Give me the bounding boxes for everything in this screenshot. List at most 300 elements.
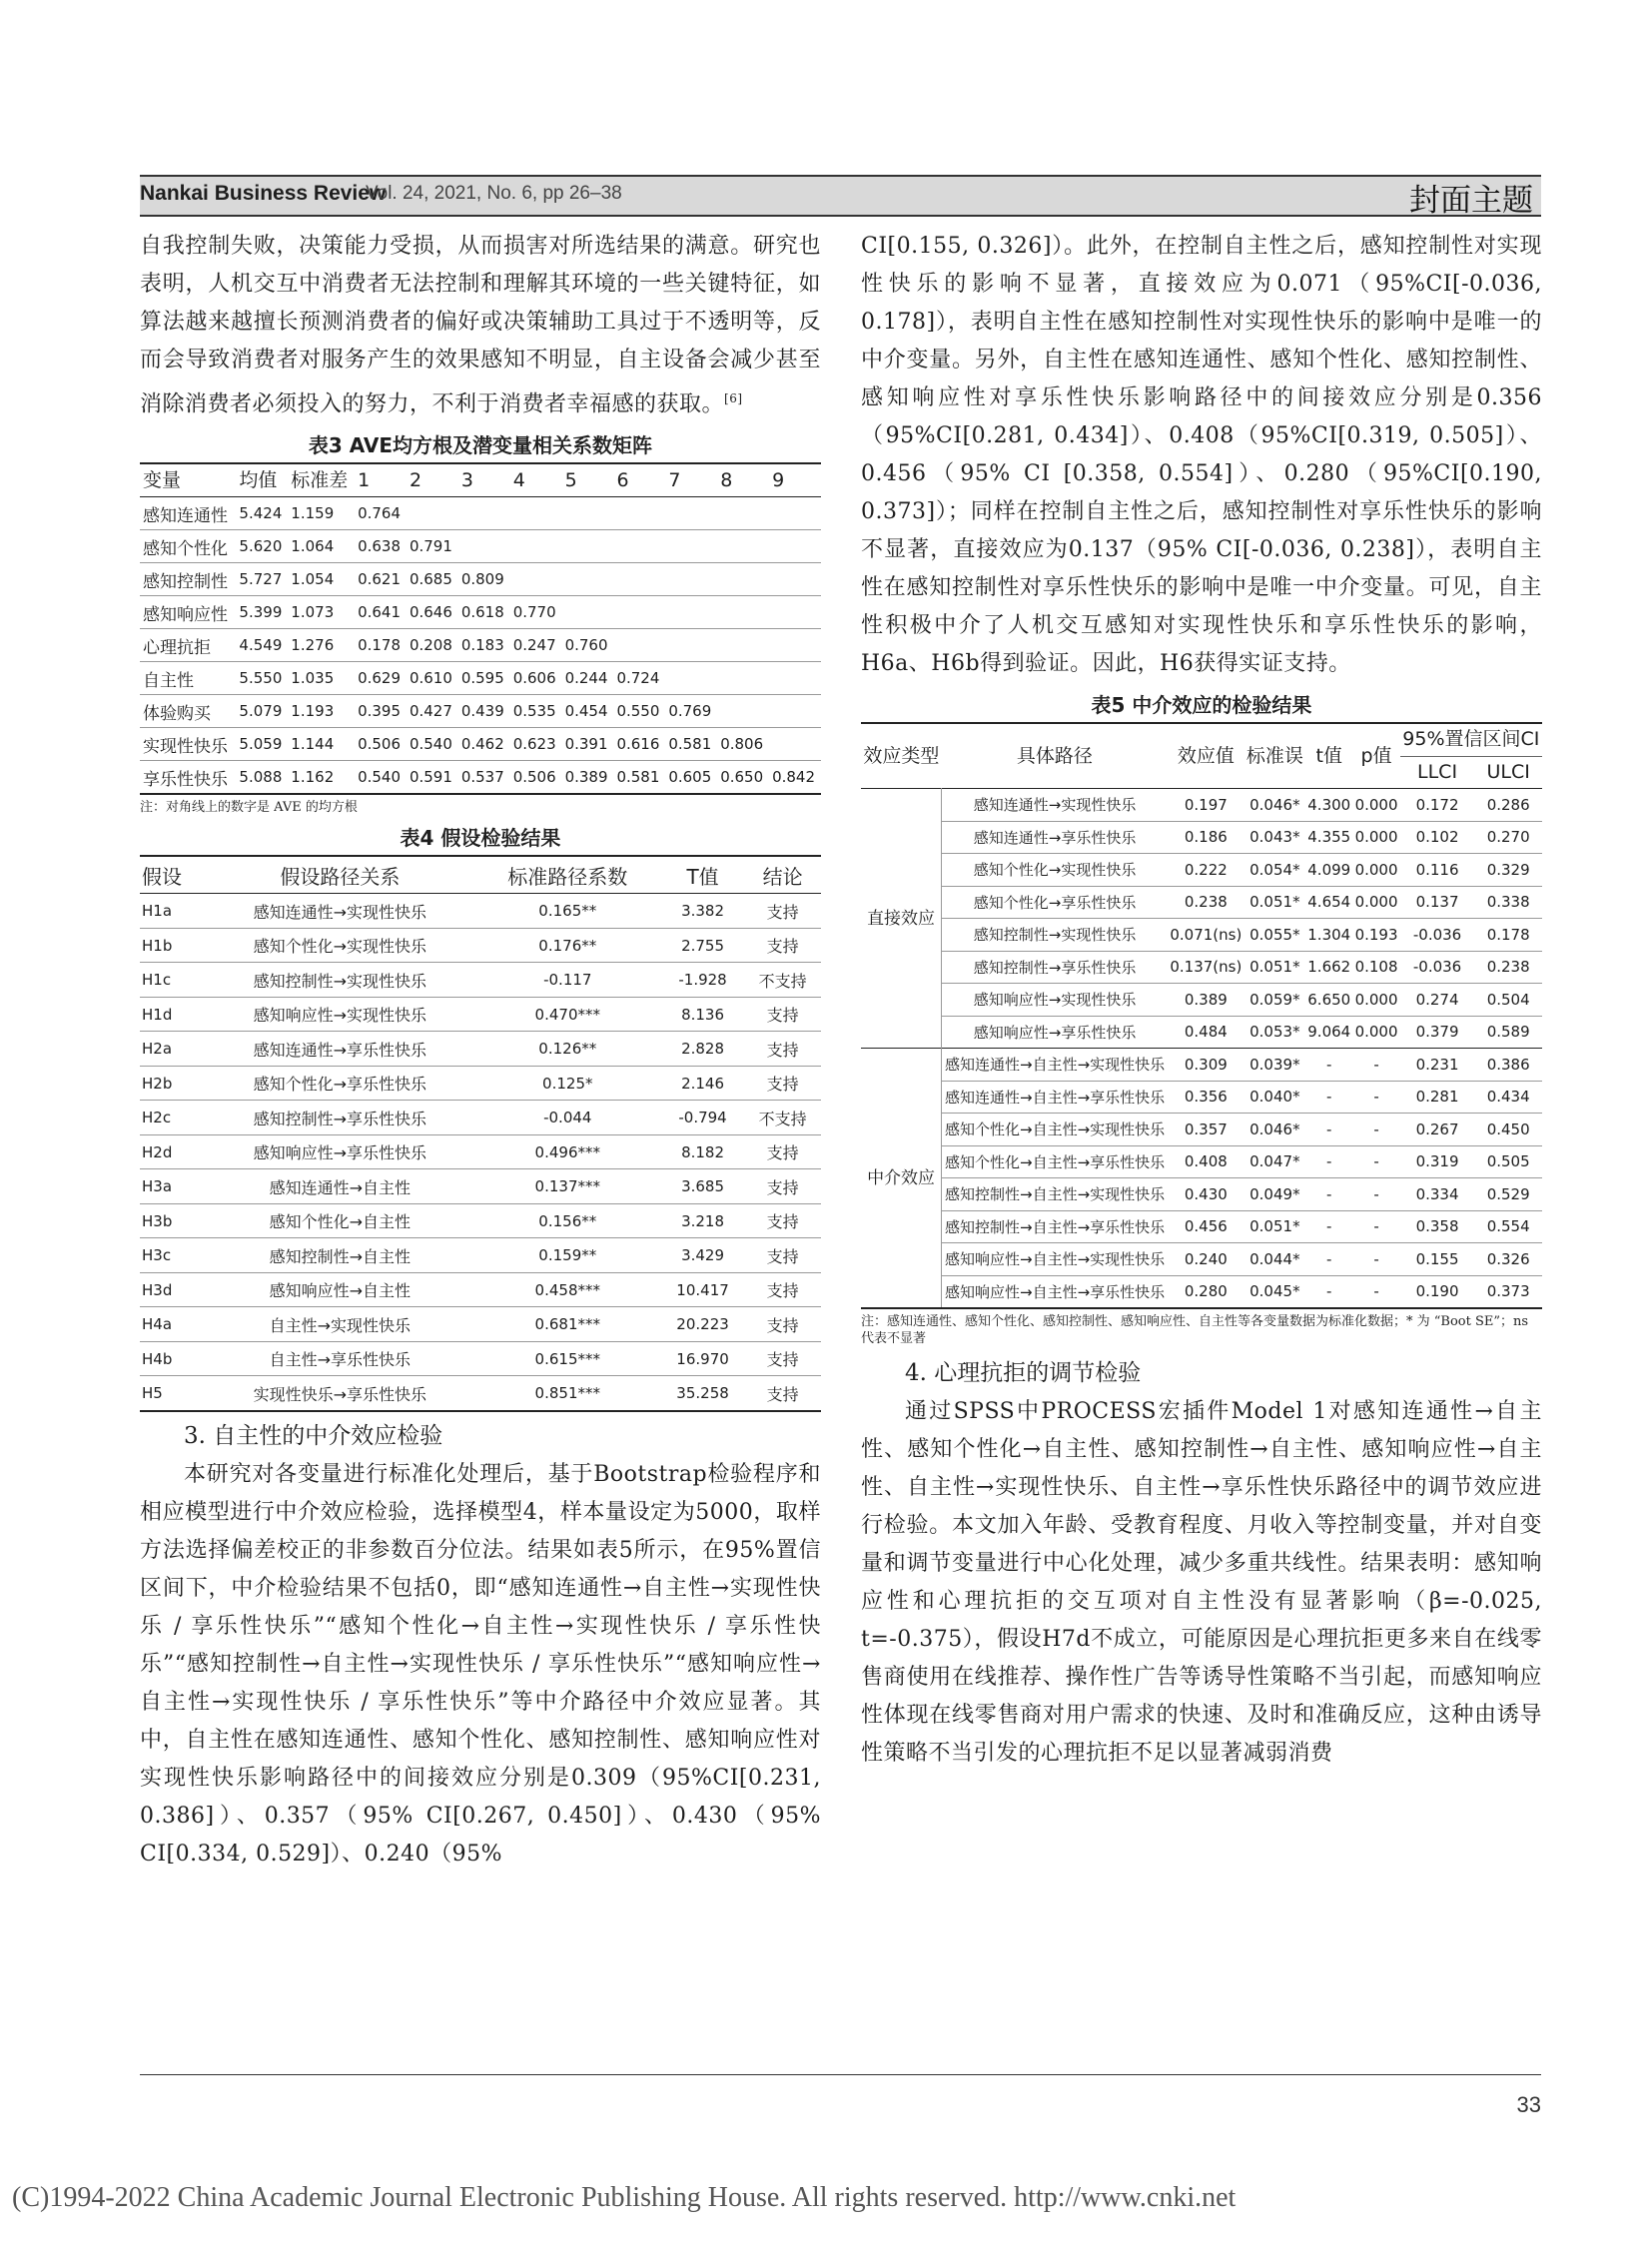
issue-info: Vol. 24, 2021, No. 6, pp 26–38	[366, 183, 622, 204]
table4-cell: 支持	[766, 1281, 799, 1301]
table-row	[140, 629, 821, 662]
table3-header-cell: 5	[564, 468, 577, 491]
table5-cell: 0.055*	[1249, 925, 1300, 944]
table5-cell: 0.044*	[1249, 1249, 1300, 1268]
table3-cell	[717, 695, 769, 728]
table5-cell: 0.043*	[1249, 828, 1300, 847]
table5-cell: 0.238	[1486, 958, 1530, 977]
table3-cell: 0.535	[512, 702, 556, 721]
table5-cell: 0.197	[1184, 795, 1228, 814]
intro-paragraph: 自我控制失败，决策能力受损，从而损害对所选结果的满意。研究也表明，人机交互中消费者无法控制和理解其环境的一些关键特征，如算法越来越擅长预测消费者的偏好或决策辅助工具过于不透明等，反而会导致消费者对服务产生的效果感知不明显，自主设备会减少甚至消除消费者必须投入的努力，不利于消费者幸福感的获取。[6]	[140, 234, 821, 417]
table3-cell: 5.399	[239, 603, 283, 622]
table4-cell: 8.136	[681, 1005, 725, 1024]
table3-cell: 0.389	[564, 768, 608, 787]
table-row	[861, 951, 1542, 984]
t5-header-t: t值	[1315, 744, 1342, 767]
table3-cell: 0.591	[409, 768, 452, 787]
table3-cell	[510, 497, 562, 530]
table3-cell: 感知控制性	[143, 571, 228, 592]
table5-cell: 0.000	[1354, 1023, 1398, 1042]
table3-cell	[769, 563, 821, 596]
table3-cell	[769, 695, 821, 728]
table5-cell: 0.000	[1354, 860, 1398, 879]
table3-cell: 0.791	[409, 537, 452, 556]
table3-cell: 1.064	[291, 537, 335, 556]
table3-cell: 5.620	[239, 537, 283, 556]
section3-body: 本研究对各变量进行标准化处理后，基于Bootstrap检验程序和相应模型进行中介效应检验，选择模型4，样本量设定为5000，取样方法选择偏差校正的非参数百分位法。结果如表5所示，在95%置信区间下，中介检验结果不包括0，即“感知连通性→自主性→实现性快乐 / 享乐性快乐”“感知个性化→自主性→实现性快乐 / 享乐性快乐”“感知控制性→自主性→实现性快乐 / 享乐性快乐”“感知响应性→自主性→实现性快乐 / 享乐性快乐”等中介路径中介效应显著。其中，自主性在感知连通性、感知个性化、感知控制性、感知响应性对实现性快乐影响路径中的间接效应分别是0.309（95%CI[0.231, 0.386]）、0.357（95% CI[0.267, 0.450]）、0.430（95% CI[0.334, 0.529]）、0.240（95%	[140, 1461, 821, 1867]
section3-heading: 3. 自主性的中介效应检验	[184, 1422, 443, 1449]
table4-cell: -1.928	[678, 971, 727, 990]
table5-cell: 0.267	[1415, 1120, 1459, 1138]
left-column	[140, 228, 821, 1873]
table5-cell: 感知控制性→享乐性快乐	[973, 958, 1137, 977]
table5-cell: 0.045*	[1249, 1282, 1300, 1301]
table5-cell: 0.529	[1486, 1184, 1530, 1203]
t5-header-effect: 效应值	[1177, 744, 1235, 767]
table5-cell: 感知连通性→自主性→实现性快乐	[945, 1056, 1166, 1075]
table4-cell: 支持	[766, 937, 799, 957]
table3	[140, 462, 821, 795]
table4-cell: 支持	[766, 1212, 799, 1232]
table3-cell: 0.685	[409, 570, 452, 589]
table3-cell: 0.581	[616, 768, 660, 787]
table3-cell	[458, 497, 510, 530]
table3-cell	[665, 530, 717, 563]
table3-cell: 0.178	[358, 636, 402, 655]
table5-cell: 感知响应性→实现性快乐	[973, 991, 1137, 1010]
table3-cell: 0.650	[720, 768, 764, 787]
table5-cell: 0.047*	[1249, 1152, 1300, 1171]
table4-cell: 感知响应性→实现性快乐	[253, 1006, 427, 1026]
table5-cell: -	[1326, 1055, 1332, 1074]
table-row	[140, 894, 821, 929]
table4-cell: 支持	[766, 1075, 799, 1095]
table3-cell: 1.073	[291, 603, 335, 622]
t5-header-ci: 95%置信区间CI	[1400, 723, 1542, 756]
table3-cell: 1.054	[291, 570, 335, 589]
table5-cell: 0.040*	[1249, 1088, 1300, 1107]
effect-type-cell: 中介效应	[861, 1049, 942, 1309]
table4-cell: 3.218	[681, 1211, 725, 1230]
table5-cell: 0.338	[1486, 893, 1530, 912]
table4-header-row	[140, 856, 821, 894]
table4-cell: -0.044	[543, 1109, 592, 1127]
table4-cell: 0.496***	[534, 1142, 600, 1161]
table4-cell: 感知连通性→享乐性快乐	[253, 1040, 427, 1060]
table4-cell: 10.417	[676, 1280, 729, 1299]
table4-cell: 0.159**	[538, 1246, 597, 1265]
table3-note: 注：对角线上的数字是 AVE 的均方根	[140, 800, 358, 816]
table4-header-cell: 假设	[142, 864, 182, 889]
table4-title: 表4 假设检验结果	[400, 826, 561, 851]
table3-cell: 0.641	[358, 603, 402, 622]
table5-cell: 0.484	[1184, 1023, 1228, 1042]
table-row	[861, 1114, 1542, 1146]
table-row	[861, 1210, 1542, 1243]
table3-header-cell: 8	[720, 468, 733, 491]
section-title: 封面主题	[1409, 183, 1533, 219]
table3-cell	[613, 596, 665, 629]
table-row	[140, 1203, 821, 1238]
table5-cell: 0.329	[1486, 860, 1530, 879]
table3-cell: 0.629	[358, 669, 402, 688]
table5-cell: 感知响应性→自主性→实现性快乐	[945, 1250, 1166, 1269]
table3-header-cell: 标准差	[291, 468, 349, 491]
table5-cell: -0.036	[1412, 925, 1462, 944]
table3-cell	[613, 629, 665, 662]
table5-cell: -	[1373, 1152, 1379, 1171]
table5-cell: -	[1373, 1184, 1379, 1203]
table3-cell: 0.623	[512, 735, 556, 754]
table-row	[140, 728, 821, 761]
table3-cell: 感知连通性	[143, 505, 228, 526]
table5-cell: 0.193	[1354, 925, 1398, 944]
table3-cell: 0.439	[460, 702, 504, 721]
table3-cell: 4.549	[239, 636, 283, 655]
table-row	[861, 1145, 1542, 1178]
table5-cell: 0.137	[1415, 893, 1459, 912]
citation-ref[interactable]: [6]	[724, 391, 743, 405]
page-number: 33	[1516, 2092, 1541, 2117]
table3-cell	[717, 662, 769, 695]
table4-cell: H3b	[142, 1211, 173, 1230]
table4-cell: 支持	[766, 1350, 799, 1370]
table5-cell: 0.190	[1415, 1282, 1459, 1301]
table3-cell: 0.764	[358, 504, 402, 523]
table-row	[140, 1307, 821, 1342]
table3-cell: 0.610	[409, 669, 452, 688]
table5-cell: -	[1326, 1120, 1332, 1138]
table5-cell: 0.309	[1184, 1055, 1228, 1074]
table3-cell	[769, 530, 821, 563]
t5-header-path: 具体路径	[1016, 744, 1093, 767]
table5-cell: 4.099	[1307, 860, 1351, 879]
table-row	[140, 1272, 821, 1307]
table-row	[861, 821, 1542, 854]
table3-cell: 0.540	[358, 768, 402, 787]
table5-cell: 0.137(ns)	[1170, 958, 1242, 977]
table4-cell: 支持	[766, 1384, 799, 1404]
table5-cell: 0.505	[1486, 1152, 1530, 1171]
table3-cell: 0.506	[358, 735, 402, 754]
table4-cell: 不支持	[758, 971, 807, 991]
table-row	[140, 1169, 821, 1204]
table5-cell: 感知响应性→享乐性快乐	[973, 1023, 1137, 1042]
table4-cell: 感知控制性→享乐性快乐	[253, 1109, 427, 1128]
table4-cell: 感知个性化→享乐性快乐	[253, 1075, 427, 1095]
table3-cell: 0.646	[409, 603, 452, 622]
table-row	[140, 497, 821, 530]
table5-cell: 0.408	[1184, 1152, 1228, 1171]
table-row	[861, 1275, 1542, 1308]
table5-cell: -	[1326, 1088, 1332, 1107]
table-row	[140, 963, 821, 998]
table4-cell: 感知控制性→自主性	[269, 1246, 412, 1266]
table-row	[140, 530, 821, 563]
table-row	[140, 928, 821, 963]
section4-body: 通过SPSS中PROCESS宏插件Model 1对感知连通性→自主性、感知个性化→自主性、感知控制性→自主性、感知响应性→自主性、自主性→实现性快乐、自主性→享乐性快乐路径中的调节效应进行检验。本文加入年龄、受教育程度、月收入等控制变量，并对自变量和调节变量进行中心化处理，减少多重共线性。结果表明：感知响应性和心理抗拒的交互项对自主性没有显著影响（β=-0.025, t=-0.375），假设H7d不成立，可能原因是心理抗拒更多来自在线零售商使用在线推荐、操作性广告等诱导性策略不当引起，而感知响应性体现在线零售商对用户需求的快速、及时和准确反应，这种由诱导性策略不当引发的心理抗拒不足以显著减弱消费	[861, 1399, 1542, 1766]
section4-heading: 4. 心理抗拒的调节检验	[905, 1360, 1142, 1386]
table5-cell: 0.155	[1415, 1249, 1459, 1268]
table3-cell: 0.842	[772, 768, 816, 787]
table5-cell: -	[1326, 1152, 1332, 1171]
table5-cell: 0.102	[1415, 828, 1459, 847]
table-row	[861, 1081, 1542, 1114]
table5-cell: 0.389	[1184, 990, 1228, 1009]
table3-cell: 0.550	[616, 702, 660, 721]
table3-header-cell: 均值	[239, 468, 278, 491]
table3-cell: 0.606	[512, 669, 556, 688]
table-row	[861, 886, 1542, 919]
table4-cell: 支持	[766, 1040, 799, 1060]
table5-title: 表5 中介效应的检验结果	[1091, 693, 1312, 717]
table3-cell: 0.247	[512, 636, 556, 655]
table3-cell: 5.550	[239, 669, 283, 688]
table5-cell: 0.172	[1415, 795, 1459, 814]
table5-cell: -	[1373, 1217, 1379, 1236]
table3-cell: 0.760	[564, 636, 608, 655]
table5-cell: 0.051*	[1249, 958, 1300, 977]
table3-cell: 1.276	[291, 636, 335, 655]
table5-cell: -	[1373, 1282, 1379, 1301]
table3-cell	[769, 662, 821, 695]
table4-cell: H2a	[142, 1040, 173, 1059]
table4-header-cell: T值	[686, 864, 719, 889]
table-row	[140, 997, 821, 1032]
table3-cell	[562, 497, 614, 530]
table3-cell	[407, 497, 458, 530]
table5-cell: -	[1373, 1249, 1379, 1268]
table5-cell: 0.178	[1486, 925, 1530, 944]
table5-cell: 0.274	[1415, 990, 1459, 1009]
table5-cell: 0.386	[1486, 1055, 1530, 1074]
table5-cell: 0.000	[1354, 828, 1398, 847]
table5-cell: 0.379	[1415, 1023, 1459, 1042]
table5-cell: 9.064	[1307, 1023, 1351, 1042]
table4-cell: 16.970	[676, 1349, 729, 1368]
table5-cell: 0.108	[1354, 958, 1398, 977]
table5-cell: -	[1326, 1249, 1332, 1268]
table3-cell	[665, 629, 717, 662]
table-row	[861, 1049, 1542, 1082]
table3-cell: 感知个性化	[143, 538, 228, 559]
table-row	[140, 1032, 821, 1067]
table3-cell	[665, 497, 717, 530]
table3-cell	[717, 530, 769, 563]
table5-cell: 0.280	[1184, 1282, 1228, 1301]
table5-cell: 感知连通性→享乐性快乐	[973, 828, 1137, 847]
table4-cell: 感知响应性→自主性	[269, 1281, 412, 1301]
table4-cell: 支持	[766, 902, 799, 922]
table4-cell: H5	[142, 1384, 163, 1403]
table-row	[861, 984, 1542, 1017]
table5-cell: 0.053*	[1249, 1023, 1300, 1042]
t5-header-p: p值	[1360, 744, 1392, 767]
table3-cell: 5.079	[239, 702, 283, 721]
t5-header-se: 标准误	[1245, 744, 1303, 767]
table3-header-cell: 6	[616, 468, 629, 491]
table3-title: 表3 AVE均方根及潜变量相关系数矩阵	[308, 433, 653, 458]
table3-cell	[665, 662, 717, 695]
table-row	[861, 1016, 1542, 1049]
table5-cell: 0.326	[1486, 1249, 1530, 1268]
table3-cell	[717, 629, 769, 662]
table3-cell: 5.059	[239, 735, 283, 754]
table-row	[140, 1238, 821, 1273]
table4-cell: 感知控制性→实现性快乐	[253, 971, 427, 991]
table5-cell: -	[1373, 1088, 1379, 1107]
table3-cell: 心理抗拒	[143, 637, 211, 658]
table4-cell: 0.125*	[542, 1074, 593, 1093]
table4-cell: 感知响应性→享乐性快乐	[253, 1143, 427, 1163]
table4-cell: 3.382	[681, 902, 725, 921]
table4-cell: 0.156**	[538, 1211, 597, 1230]
table4-cell: H3c	[142, 1246, 172, 1265]
table5-cell: 0.222	[1184, 860, 1228, 879]
table4	[140, 855, 821, 1412]
table4-cell: H1a	[142, 902, 173, 921]
table3-cell: 1.162	[291, 768, 335, 787]
table3-cell	[613, 563, 665, 596]
table5-cell: 6.650	[1307, 990, 1351, 1009]
table-row	[861, 1243, 1542, 1276]
table4-cell: H4a	[142, 1315, 173, 1334]
table5-cell: 0.334	[1415, 1184, 1459, 1203]
table4-cell: 0.458***	[534, 1280, 600, 1299]
table5-cell: 0.051*	[1249, 1217, 1300, 1236]
table4-cell: 实现性快乐→享乐性快乐	[253, 1384, 427, 1404]
table3-cell: 0.395	[358, 702, 402, 721]
table5-cell: 感知响应性→自主性→享乐性快乐	[945, 1282, 1166, 1301]
table4-cell: 感知个性化→自主性	[269, 1212, 412, 1232]
table5-cell: 0.186	[1184, 828, 1228, 847]
table4-cell: 感知连通性→实现性快乐	[253, 902, 427, 922]
table5-cell: 4.300	[1307, 795, 1351, 814]
table5-note: 注：感知连通性、感知个性化、感知控制性、感知响应性、自主性等各变量数据为标准化数据；* 为 “Boot SE”；ns 代表不显著	[861, 1314, 1529, 1346]
table-row	[140, 1376, 821, 1411]
table-row	[861, 854, 1542, 887]
table5-cell: 0.430	[1184, 1184, 1228, 1203]
table5-cell: 感知连通性→实现性快乐	[973, 796, 1137, 815]
table3-cell: 0.724	[616, 669, 660, 688]
table5-cell: 0.059*	[1249, 990, 1300, 1009]
table5-cell: 0.281	[1415, 1088, 1459, 1107]
table3-cell: 0.809	[460, 570, 504, 589]
table4-cell: 支持	[766, 1246, 799, 1266]
table3-cell	[769, 629, 821, 662]
table-row	[861, 1178, 1542, 1211]
table3-cell: 0.540	[409, 735, 452, 754]
table4-cell: 支持	[766, 1143, 799, 1163]
table5-cell: 感知控制性→自主性→享乐性快乐	[945, 1217, 1166, 1236]
table3-header-cell: 9	[772, 468, 785, 491]
table4-cell: 0.470***	[534, 1005, 600, 1024]
table3-cell	[717, 563, 769, 596]
table4-cell: 0.137***	[534, 1177, 600, 1196]
running-header	[140, 175, 1541, 217]
table4-cell: 支持	[766, 1006, 799, 1026]
table5-cell: 0.046*	[1249, 795, 1300, 814]
table3-cell	[562, 563, 614, 596]
table5-cell: 4.654	[1307, 893, 1351, 912]
table3-cell: 0.769	[668, 702, 712, 721]
table4-cell: H2b	[142, 1074, 173, 1093]
table3-cell: 1.144	[291, 735, 335, 754]
table3-header-cell: 1	[358, 468, 371, 491]
table4-cell: 0.681***	[534, 1315, 600, 1334]
table5-cell: 0.456	[1184, 1217, 1228, 1236]
table-row	[140, 761, 821, 795]
table3-cell: 0.454	[564, 702, 608, 721]
table5-cell: -	[1373, 1055, 1379, 1074]
table5-cell: -	[1326, 1184, 1332, 1203]
table5-cell: 0.356	[1184, 1088, 1228, 1107]
table3-cell: 0.595	[460, 669, 504, 688]
table3-cell: 1.159	[291, 504, 335, 523]
table-row	[140, 695, 821, 728]
table5-cell: -	[1326, 1217, 1332, 1236]
table-row	[140, 662, 821, 695]
table5-cell: 感知个性化→享乐性快乐	[973, 893, 1137, 912]
table3-cell	[717, 497, 769, 530]
table-row	[140, 1341, 821, 1376]
table3-cell: 5.088	[239, 768, 283, 787]
footer-rule	[140, 2074, 1541, 2075]
table3-cell: 0.638	[358, 537, 402, 556]
table5-cell: 感知控制性→自主性→实现性快乐	[945, 1185, 1166, 1204]
table4-cell: H3d	[142, 1280, 173, 1299]
table4-cell: H3a	[142, 1177, 173, 1196]
table3-cell	[769, 728, 821, 761]
table3-cell: 0.208	[409, 636, 452, 655]
table3-header-cell: 变量	[143, 468, 182, 491]
table5-cell: 0.286	[1486, 795, 1530, 814]
table3-cell: 0.605	[668, 768, 712, 787]
table3-header-row	[140, 463, 821, 497]
table3-cell: 享乐性快乐	[143, 769, 228, 790]
table4-cell: 0.615***	[534, 1349, 600, 1368]
table5	[861, 722, 1542, 1309]
table4-cell: 20.223	[676, 1315, 729, 1334]
table5-cell: 0.000	[1354, 893, 1398, 912]
table-row	[140, 1134, 821, 1169]
table5-cell: 感知连通性→自主性→享乐性快乐	[945, 1088, 1166, 1107]
table3-cell	[458, 530, 510, 563]
journal-name: Nankai Business Review	[140, 182, 387, 205]
table4-cell: 0.176**	[538, 936, 597, 955]
table4-cell: 感知个性化→实现性快乐	[253, 937, 427, 957]
table5-cell: 0.319	[1415, 1152, 1459, 1171]
table4-cell: 3.429	[681, 1246, 725, 1265]
table4-cell: H2c	[142, 1109, 172, 1127]
table3-cell: 0.427	[409, 702, 452, 721]
table5-cell: 0.589	[1486, 1023, 1530, 1042]
table5-cell: 感知个性化→实现性快乐	[973, 861, 1137, 880]
table3-header-cell: 4	[512, 468, 525, 491]
table3-cell: 0.391	[564, 735, 608, 754]
table5-cell: 0.000	[1354, 990, 1398, 1009]
table4-header-cell: 结论	[762, 864, 803, 889]
table3-cell: 0.183	[460, 636, 504, 655]
table4-cell: -0.794	[678, 1109, 727, 1127]
table4-header-cell: 标准路径系数	[507, 864, 628, 889]
right-column	[861, 228, 1542, 1773]
table5-cell: 0.238	[1184, 893, 1228, 912]
table3-cell	[613, 530, 665, 563]
table3-cell: 自主性	[143, 670, 194, 691]
table3-cell: 0.806	[720, 735, 764, 754]
table4-cell: H1c	[142, 971, 172, 990]
